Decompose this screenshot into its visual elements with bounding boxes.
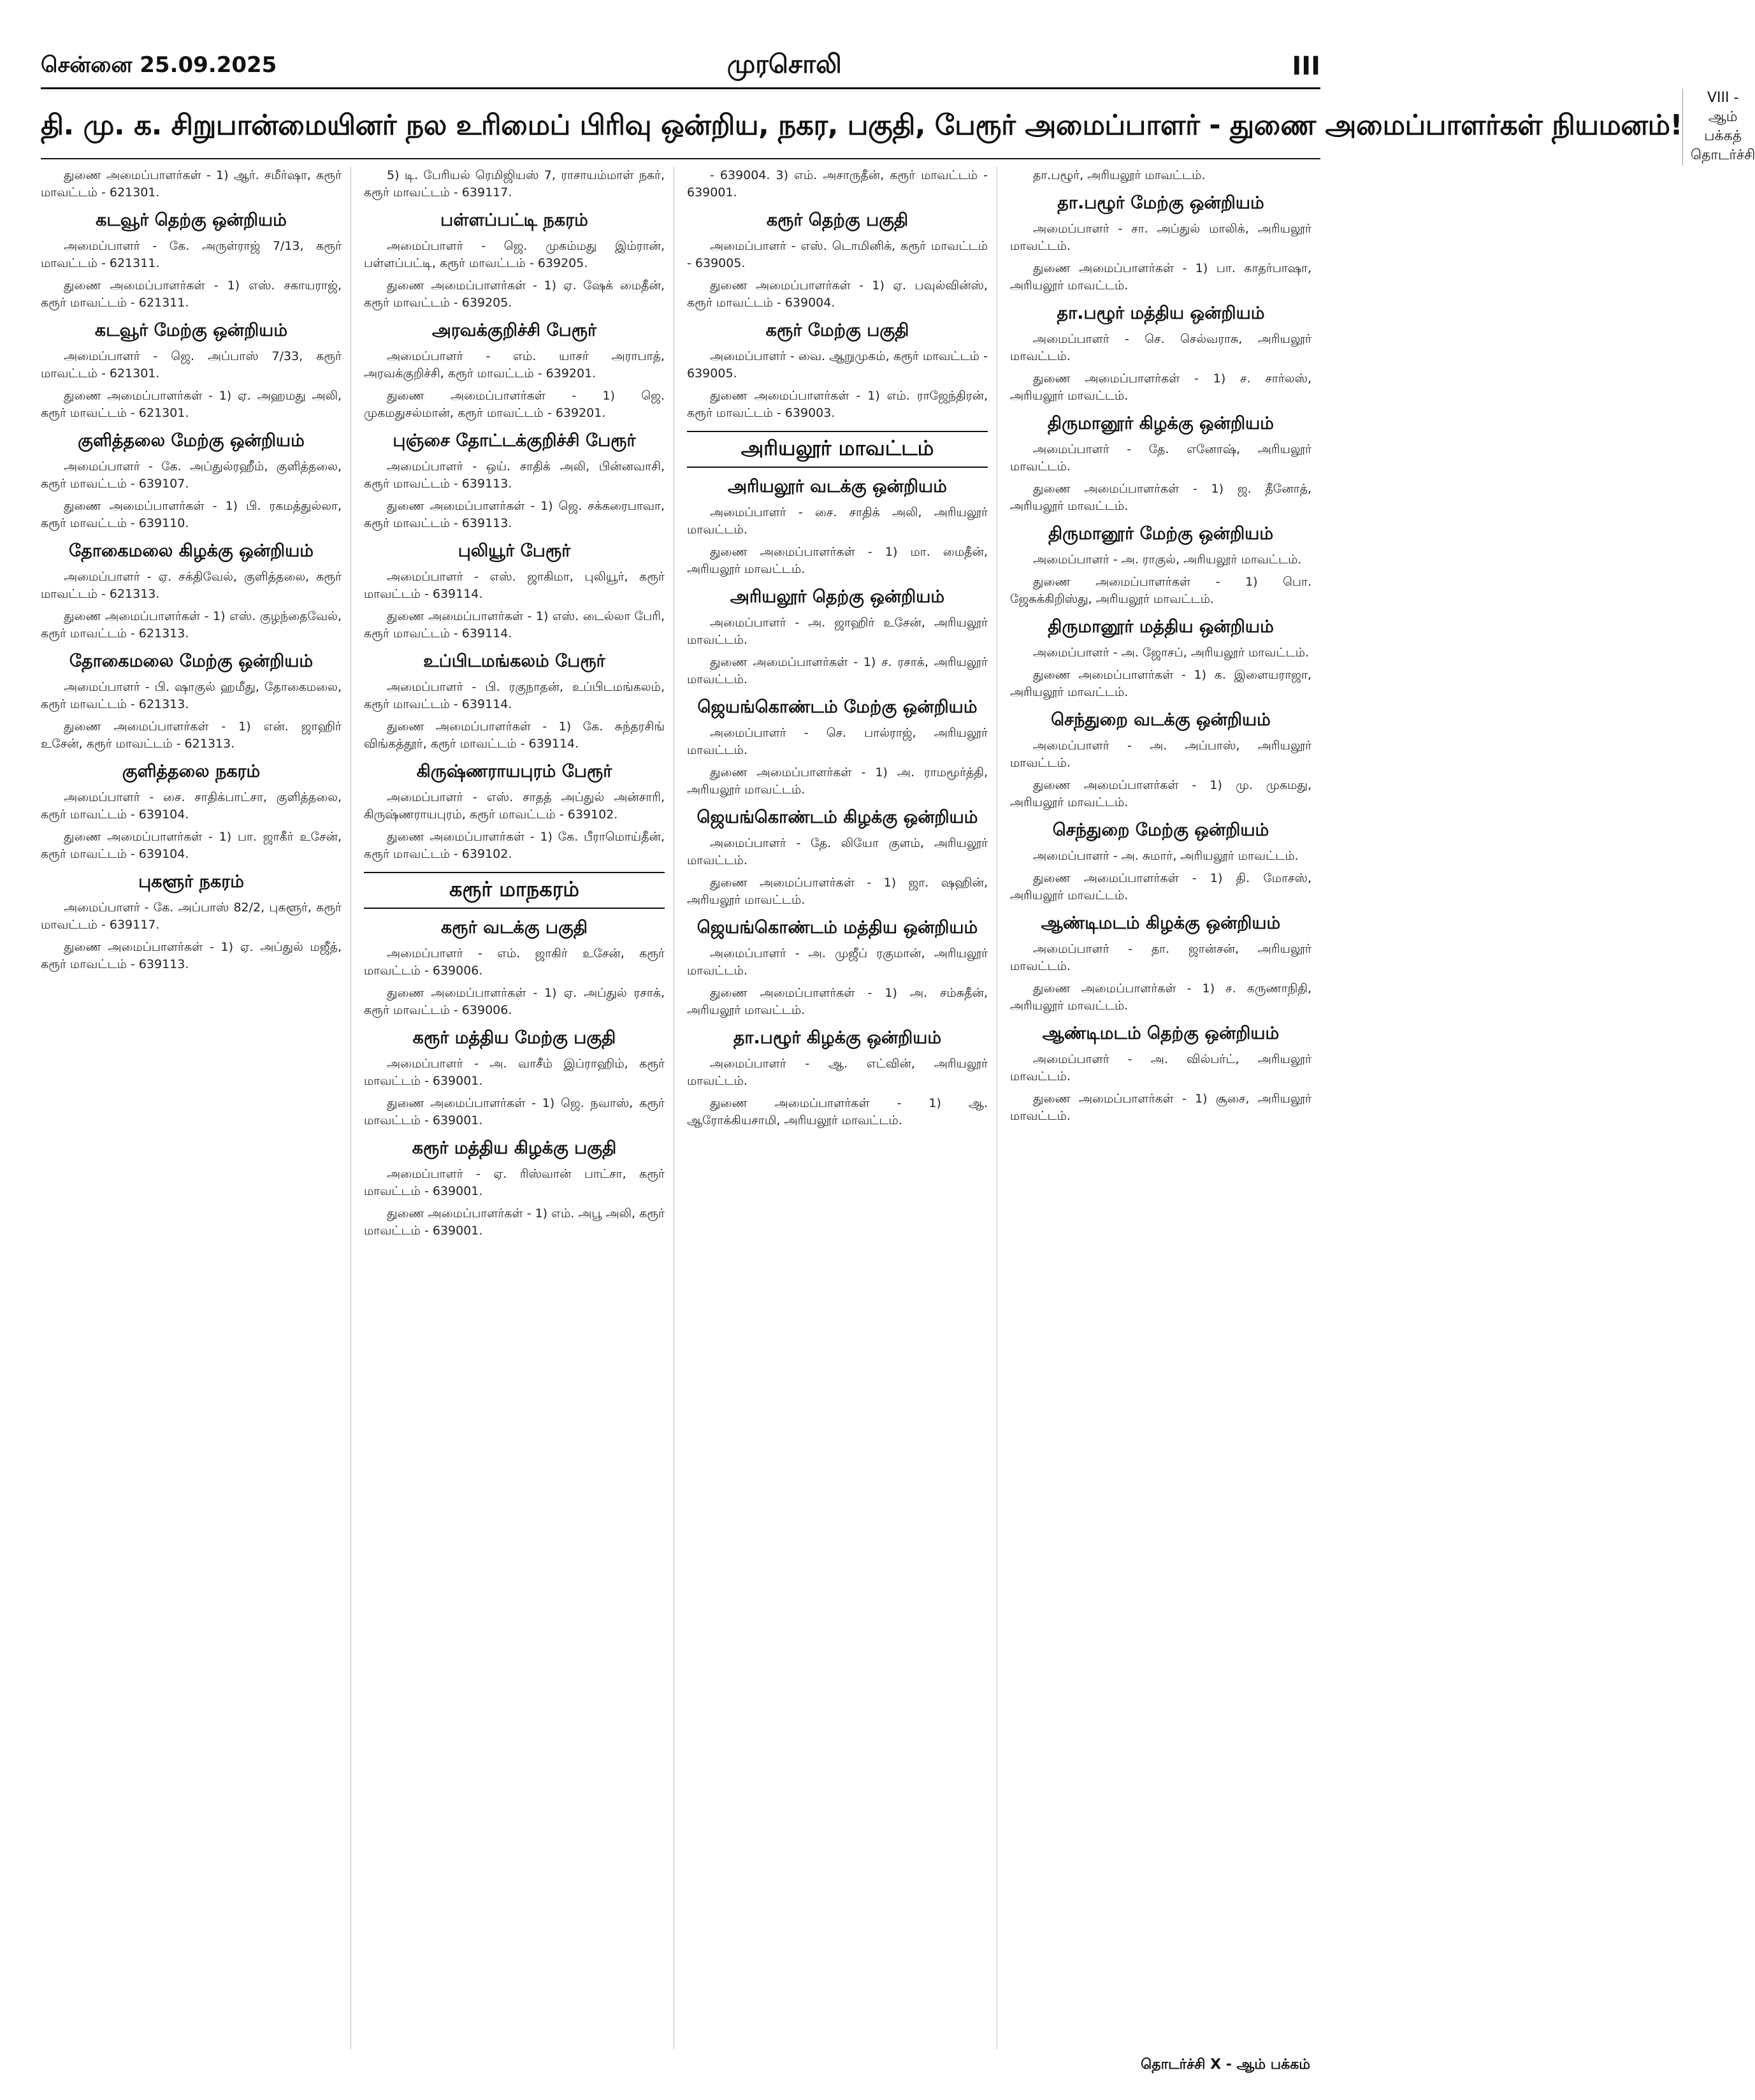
article-section — [687, 167, 988, 201]
article-section — [687, 587, 988, 688]
section-heading: திருமானூர் கிழக்கு ஒன்றியம் — [1048, 414, 1274, 433]
section-heading: புலியூர் பேரூர் — [458, 541, 571, 561]
section-heading: ஜெயங்கொண்டம் மேற்கு ஒன்றியம் — [697, 697, 978, 717]
section-heading: கரூர் வடக்கு பகுதி — [441, 918, 588, 938]
appointment-paragraph: அமைப்பாளர் - ஆ. எட்வின், அரியலூர் மாவட்டம். — [687, 1057, 988, 1088]
appointment-paragraph: துணை அமைப்பாளர்கள் - 1) ஜெ. நவாஸ், கரூர் மாவட்டம் - 639001. — [364, 1096, 665, 1127]
section-heading: தோகைமலை மேற்கு ஒன்றியம் — [69, 651, 314, 671]
page-number: III — [1292, 51, 1320, 81]
appointment-paragraph: துணை அமைப்பாளர்கள் - 1) பா. காதர்பாஷா, அரியலூர் மாவட்டம். — [1010, 261, 1311, 293]
appointment-paragraph: அமைப்பாளர் - ஏ. சக்திவேல், குளித்தலை, கரூர் மாவட்டம் - 621313. — [41, 570, 342, 601]
appointment-paragraph: துணை அமைப்பாளர்கள் - 1) தி. மோசஸ், அரியலூர் மாவட்டம். — [1010, 871, 1311, 902]
article-columns — [41, 167, 1320, 2049]
section-heading: திருமானூர் மேற்கு ஒன்றியம் — [1048, 524, 1274, 544]
section-heading: அரியலூர் தெற்கு ஒன்றியம் — [730, 587, 945, 607]
appointment-paragraph: அமைப்பாளர் - தே. எனோஷ், அரியலூர் மாவட்டம். — [1010, 442, 1311, 474]
appointment-paragraph: துணை அமைப்பாளர்கள் - 1) ஏ. அஹமது அலி, கரூர் மாவட்டம் - 621301. — [41, 389, 342, 420]
appointment-paragraph: அமைப்பாளர் - ஏ. ரிஸ்வான் பாட்சா, கரூர் மாவட்டம் - 639001. — [364, 1167, 665, 1198]
section-heading: அரவக்குறிச்சி பேரூர் — [431, 321, 597, 340]
section-heading: ஜெயங்கொண்டம் மத்திய ஒன்றியம் — [697, 918, 978, 938]
article-section — [1010, 710, 1311, 811]
continued-to-note: தொடர்ச்சி X - ஆம் பக்கம் — [1141, 2057, 1310, 2073]
appointment-paragraph: துணை அமைப்பாளர்கள் - 1) எம். ராஜேந்திரன், கரூர் மாவட்டம் - 639003. — [687, 389, 988, 420]
column-3 — [687, 167, 997, 2049]
section-heading: குளித்தலை நகரம் — [122, 762, 261, 781]
appointment-paragraph: தா.பழூர், அரியலூர் மாவட்டம். — [1033, 168, 1206, 182]
article-section — [687, 807, 988, 909]
appointment-paragraph: துணை அமைப்பாளர்கள் - 1) ஏ. அப்துல் மஜீத், கரூர் மாவட்டம் - 639113. — [41, 940, 342, 971]
appointment-paragraph: துணை அமைப்பாளர்கள் - 1) மா. மைதீன், அரியலூர் மாவட்டம். — [687, 545, 988, 576]
article-section — [41, 431, 342, 532]
article-section — [364, 1138, 665, 1240]
section-heading: கரூர் தெற்கு பகுதி — [766, 210, 909, 230]
appointment-paragraph: அமைப்பாளர் - எஸ். டொமினிக், கரூர் மாவட்டம் - 639005. — [687, 239, 988, 270]
appointment-paragraph: அமைப்பாளர் - அ. அப்பாஸ், அரியலூர் மாவட்டம். — [1010, 739, 1311, 770]
section-heading: திருமானூர் மத்திய ஒன்றியம் — [1048, 617, 1274, 637]
article-section — [1010, 414, 1311, 515]
appointment-paragraph: அமைப்பாளர் - கே. அப்துல்ரஹீம், குளித்தலை, கரூர் மாவட்டம் - 639107. — [41, 460, 342, 491]
column-4 — [1010, 167, 1320, 2049]
appointment-paragraph: அமைப்பாளர் - எஸ். ஜாகிமா, புலியூர், கரூர் மாவட்டம் - 639114. — [364, 570, 665, 601]
article-section — [41, 167, 342, 201]
appointment-paragraph: - 639004. 3) எம். அசாருதீன், கரூர் மாவட்டம் - 639001. — [687, 168, 988, 199]
appointment-paragraph: துணை அமைப்பாளர்கள் - 1) ச. சார்லஸ், அரியலூர் மாவட்டம். — [1010, 372, 1311, 403]
article-section — [1010, 524, 1311, 608]
appointment-paragraph: அமைப்பாளர் - அ. ராகுல், அரியலூர் மாவட்டம். — [1033, 553, 1302, 567]
section-heading: ஜெயங்கொண்டம் கிழக்கு ஒன்றியம் — [697, 807, 978, 827]
appointment-paragraph: அமைப்பாளர் - அ. சுமார், அரியலூர் மாவட்டம். — [1033, 849, 1299, 863]
appointment-paragraph: அமைப்பாளர் - பி. ரகுநாதன், உப்பிடமங்கலம், கரூர் மாவட்டம் - 639114. — [364, 680, 665, 711]
article-section — [364, 431, 665, 532]
appointment-paragraph: அமைப்பாளர் - சா. அப்துல் மாலிக், அரியலூர் மாவட்டம். — [1010, 222, 1311, 253]
appointment-paragraph: துணை அமைப்பாளர்கள் - 1) சூசை, அரியலூர் மாவட்டம். — [1010, 1092, 1311, 1123]
article-section — [1010, 1024, 1311, 1125]
appointment-paragraph: துணை அமைப்பாளர்கள் - 1) எஸ். குழந்தைவேல், கரூர் மாவட்டம் - 621313. — [41, 609, 342, 641]
appointment-paragraph: துணை அமைப்பாளர்கள் - 1) க. இளையராஜா, அரியலூர் மாவட்டம். — [1010, 668, 1311, 699]
article-section — [364, 210, 665, 312]
section-heading: புஞ்சை தோட்டக்குறிச்சி பேரூர் — [393, 431, 636, 451]
appointment-paragraph: அமைப்பாளர் - ஜெ. முகம்மது இம்ரான், பள்ளப்பட்டி, கரூர் மாவட்டம் - 639205. — [364, 239, 665, 270]
district-heading: அரியலூர் மாவட்டம் — [687, 431, 988, 468]
article-section — [1010, 617, 1311, 701]
section-heading: கரூர் மத்திய கிழக்கு பகுதி — [412, 1138, 617, 1158]
appointment-paragraph: அமைப்பாளர் - ஜெ. அப்பாஸ் 7/33, கரூர் மாவட்டம் - 621301. — [41, 349, 342, 380]
appointment-paragraph: அமைப்பாளர் - கே. அப்பாஸ் 82/2, புகளூர், கரூர் மாவட்டம் - 639117. — [41, 901, 342, 932]
appointment-paragraph: 5) டி. பேரியல் ரெமிஜியஸ் 7, ராசாயம்மாள் நகர், கரூர் மாவட்டம் - 639117. — [364, 168, 665, 199]
article-section — [1010, 913, 1311, 1015]
column-2 — [364, 167, 674, 2049]
section-heading: அரியலூர் வடக்கு ஒன்றியம் — [728, 477, 947, 496]
appointment-paragraph: அமைப்பாளர் - எம். யாசர் அராபாத், அரவக்குறிச்சி, கரூர் மாவட்டம் - 639201. — [364, 349, 665, 380]
appointment-paragraph: துணை அமைப்பாளர்கள் - 1) அ. சம்சுதீன், அரியலூர் மாவட்டம். — [687, 986, 988, 1017]
district-heading: கரூர் மாநகரம் — [364, 872, 665, 909]
appointment-paragraph: துணை அமைப்பாளர்கள் - 1) ஆர். சமீர்ஷா, கரூர் மாவட்டம் - 621301. — [41, 168, 342, 199]
article-section — [41, 210, 342, 312]
appointment-paragraph: துணை அமைப்பாளர்கள் - 1) மு. முகமது, அரியலூர் மாவட்டம். — [1010, 778, 1311, 809]
appointment-paragraph: துணை அமைப்பாளர்கள் - 1) ஜா. ஷஹின், அரியலூர் மாவட்டம். — [687, 876, 988, 907]
appointment-paragraph: அமைப்பாளர் - தே. லியோ குளம், அரியலூர் மாவட்டம். — [687, 836, 988, 867]
appointment-paragraph: அமைப்பாளர் - அ. ஜோசப், அரியலூர் மாவட்டம். — [1033, 646, 1310, 660]
section-heading: கடவூர் மேற்கு ஒன்றியம் — [94, 321, 288, 340]
article-section — [687, 321, 988, 422]
appointment-paragraph: அமைப்பாளர் - எஸ். சாதத் அப்துல் அன்சாரி, கிருஷ்ணராயபுரம், கரூர் மாவட்டம் - 639102. — [364, 790, 665, 822]
appointment-paragraph: துணை அமைப்பாளர்கள் - 1) எஸ். டைல்லா பேரி, கரூர் மாவட்டம் - 639114. — [364, 609, 665, 641]
article-section — [364, 918, 665, 1019]
article-section — [364, 762, 665, 863]
article-section — [41, 762, 342, 863]
section-heading: கிருஷ்ணராயபுரம் பேரூர் — [416, 762, 612, 781]
banner-headline: தி. மு. க. சிறுபான்மையினர் நல உரிமைப் பிரிவு ஒன்றிய, நகர, பகுதி, பேரூர் அமைப்பாளர் - துணை அமைப்பாளர்கள் நியமனம்! — [41, 108, 1683, 141]
appointment-paragraph: துணை அமைப்பாளர்கள் - 1) கே. சுந்தரசிங் விங்கத்தூர், கரூர் மாவட்டம் - 639114. — [364, 720, 665, 751]
section-heading: கடவூர் தெற்கு ஒன்றியம் — [96, 210, 287, 230]
appointment-paragraph: துணை அமைப்பாளர்கள் - 1) ச. கருணாநிதி, அரியலூர் மாவட்டம். — [1010, 981, 1311, 1013]
appointment-paragraph: துணை அமைப்பாளர்கள் - 1) ஆ. ஆரோக்கியசாமி, அரியலூர் மாவட்டம். — [687, 1096, 988, 1127]
appointment-paragraph: துணை அமைப்பாளர்கள் - 1) ஏ. பவுல்வின்ஸ், கரூர் மாவட்டம் - 639004. — [687, 279, 988, 310]
appointment-paragraph: அமைப்பாளர் - அ. வாசீம் இப்ராஹிம், கரூர் மாவட்டம் - 639001. — [364, 1057, 665, 1088]
appointment-paragraph: அமைப்பாளர் - ஒய். சாதிக் அலி, பின்னவாசி, கரூர் மாவட்டம் - 639113. — [364, 460, 665, 491]
appointment-paragraph: துணை அமைப்பாளர்கள் - 1) பி. ரகமத்துல்லா, கரூர் மாவட்டம் - 639110. — [41, 499, 342, 530]
article-section — [41, 321, 342, 422]
appointment-paragraph: அமைப்பாளர் - அ. ஜாஹிர் உசேன், அரியலூர் மாவட்டம். — [687, 616, 988, 647]
article-section — [41, 541, 342, 642]
section-heading: தா.பழூர் கிழக்கு ஒன்றியம் — [733, 1028, 942, 1048]
appointment-paragraph: துணை அமைப்பாளர்கள் - 1) ஜெ. சக்கரைபாவா, கரூர் மாவட்டம் - 639113. — [364, 499, 665, 530]
section-heading: தோகைமலை கிழக்கு ஒன்றியம் — [68, 541, 314, 561]
column-1 — [41, 167, 351, 2049]
section-heading: குளித்தலை மேற்கு ஒன்றியம் — [78, 431, 305, 451]
continued-from-note: VIII - ஆம் பக்கத் தொடர்ச்சி — [1682, 89, 1755, 165]
article-section — [364, 651, 665, 753]
article-section — [1010, 193, 1311, 294]
appointment-paragraph: துணை அமைப்பாளர்கள் - 1) ஏ. அப்துல் ரசாக், கரூர் மாவட்டம் - 639006. — [364, 986, 665, 1017]
appointment-paragraph: அமைப்பாளர் - கே. அருள்ராஜ் 7/13, கரூர் மாவட்டம் - 621311. — [41, 239, 342, 270]
newspaper-name: முரசொலி — [726, 50, 842, 79]
article-section — [687, 210, 988, 312]
appointment-paragraph: அமைப்பாளர் - அ. வில்பர்ட், அரியலூர் மாவட்டம். — [1010, 1052, 1311, 1083]
article-section — [364, 1028, 665, 1129]
article-section — [687, 477, 988, 578]
appointment-paragraph: அமைப்பாளர் - சை. சாதிக் அலி, அரியலூர் மாவட்டம். — [687, 505, 988, 537]
article-section — [364, 541, 665, 642]
section-heading: தா.பழூர் மத்திய ஒன்றியம் — [1057, 303, 1265, 323]
article-section — [687, 431, 988, 468]
appointment-paragraph: துணை அமைப்பாளர்கள் - 1) ஏ. ஷேக் மைதீன், கரூர் மாவட்டம் - 639205. — [364, 279, 665, 310]
section-heading: தா.பழூர் மேற்கு ஒன்றியம் — [1057, 193, 1264, 213]
article-section — [364, 167, 665, 201]
appointment-paragraph: துணை அமைப்பாளர்கள் - 1) ஜெ. முகமதுசல்மான், கரூர் மாவட்டம் - 639201. — [364, 389, 665, 420]
section-heading: செந்துறை வடக்கு ஒன்றியம் — [1051, 710, 1271, 730]
article-section — [687, 697, 988, 799]
section-heading: பள்ளப்பட்டி நகரம் — [440, 210, 588, 230]
article-section — [364, 321, 665, 422]
appointment-paragraph: அமைப்பாளர் - எம். ஜாகிர் உசேன், கரூர் மாவட்டம் - 639006. — [364, 946, 665, 978]
appointment-paragraph: துணை அமைப்பாளர்கள் - 1) எம். அபூ அலி, கரூர் மாவட்டம் - 639001. — [364, 1206, 665, 1238]
section-heading: கரூர் மத்திய மேற்கு பகுதி — [412, 1028, 616, 1048]
appointment-paragraph: அமைப்பாளர் - தா. ஜான்சன், அரியலூர் மாவட்டம். — [1010, 942, 1311, 973]
section-heading: உப்பிடமங்கலம் பேரூர் — [423, 651, 605, 671]
appointment-paragraph: துணை அமைப்பாளர்கள் - 1) அ. ராமமூர்த்தி, அரியலூர் மாவட்டம். — [687, 765, 988, 797]
article-section — [41, 872, 342, 973]
article-section — [687, 918, 988, 1019]
masthead — [41, 45, 1320, 89]
article-section — [1010, 303, 1311, 405]
article-section — [364, 872, 665, 909]
article-section — [1010, 167, 1311, 184]
section-heading: செந்துறை மேற்கு ஒன்றியம் — [1052, 820, 1269, 840]
issue-date: சென்னை 25.09.2025 — [41, 52, 277, 78]
article-section — [687, 1028, 988, 1129]
article-section — [1010, 820, 1311, 904]
appointment-paragraph: அமைப்பாளர் - வை. ஆறுமுகம், கரூர் மாவட்டம் - 639005. — [687, 349, 988, 380]
appointment-paragraph: அமைப்பாளர் - அ. முஜீப் ரகுமான், அரியலூர் மாவட்டம். — [687, 946, 988, 978]
appointment-paragraph: துணை அமைப்பாளர்கள் - 1) என். ஜாஹிர் உசேன், கரூர் மாவட்டம் - 621313. — [41, 720, 342, 751]
appointment-paragraph: துணை அமைப்பாளர்கள் - 1) ஜ. தீனோத், அரியலூர் மாவட்டம். — [1010, 482, 1311, 513]
appointment-paragraph: துணை அமைப்பாளர்கள் - 1) எஸ். சகாயராஜ், கரூர் மாவட்டம் - 621311. — [41, 279, 342, 310]
appointment-paragraph: அமைப்பாளர் - சை. சாதிக்பாட்சா, குளித்தலை, கரூர் மாவட்டம் - 639104. — [41, 790, 342, 822]
section-heading: ஆண்டிமடம் கிழக்கு ஒன்றியம் — [1041, 913, 1281, 933]
appointment-paragraph: துணை அமைப்பாளர்கள் - 1) பா. ஜாகீர் உசேன், கரூர் மாவட்டம் - 639104. — [41, 830, 342, 861]
appointment-paragraph: அமைப்பாளர் - செ. செல்வராசு, அரியலூர் மாவட்டம். — [1010, 332, 1311, 363]
banner — [41, 90, 1755, 163]
appointment-paragraph: துணை அமைப்பாளர்கள் - 1) பொ. ஜேசுக்கிறிஸ்து, அரியலூர் மாவட்டம். — [1010, 575, 1311, 606]
section-heading: கரூர் மேற்கு பகுதி — [765, 321, 909, 340]
appointment-paragraph: துணை அமைப்பாளர்கள் - 1) ச. ரசாக், அரியலூர் மாவட்டம். — [687, 655, 988, 686]
appointment-paragraph: அமைப்பாளர் - பி. ஷாகுல் ஹமீது, தோகைமலை, கரூர் மாவட்டம் - 621313. — [41, 680, 342, 711]
article-section — [41, 651, 342, 753]
section-heading: புகளூர் நகரம் — [138, 872, 244, 892]
appointment-paragraph: துணை அமைப்பாளர்கள் - 1) கே. பீராமொய்தீன், கரூர் மாவட்டம் - 639102. — [364, 830, 665, 861]
appointment-paragraph: அமைப்பாளர் - செ. பால்ராஜ், அரியலூர் மாவட்டம். — [687, 726, 988, 757]
section-heading: ஆண்டிமடம் தெற்கு ஒன்றியம் — [1042, 1024, 1280, 1043]
